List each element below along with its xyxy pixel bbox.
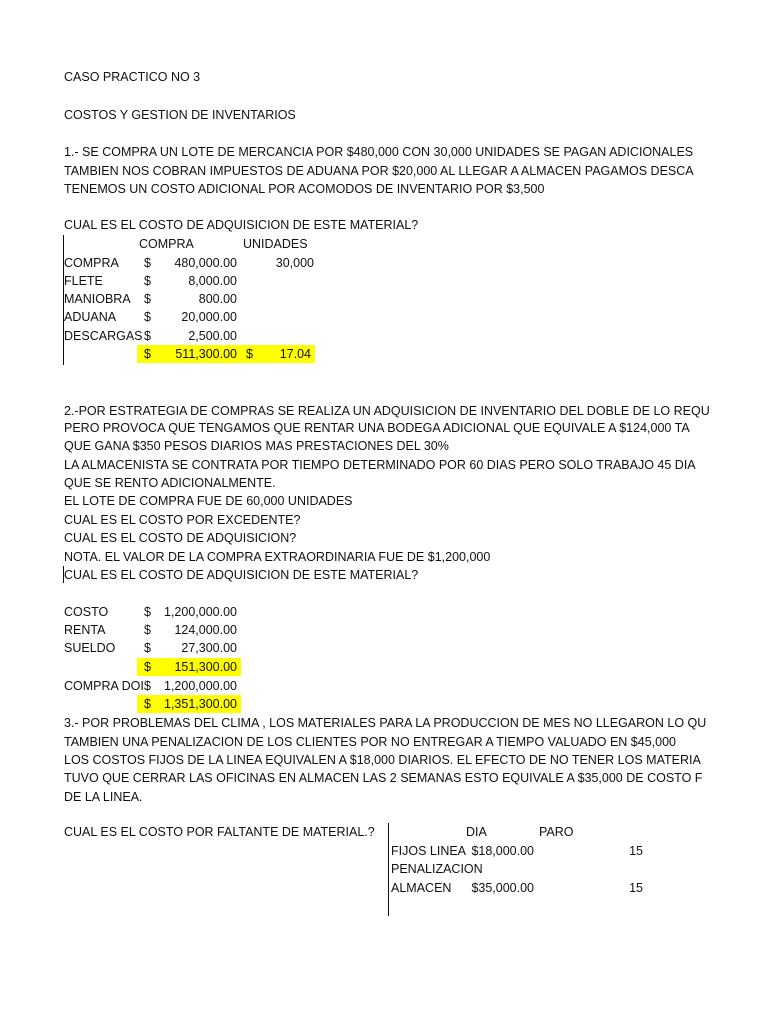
q3-header-dia: DIA <box>466 825 487 839</box>
q3-question: CUAL ES EL COSTO POR FALTANTE DE MATERIAL.? <box>64 825 375 839</box>
q3-line: DE LA LINEA. <box>64 790 143 804</box>
q1-row-label: DESCARGAS <box>64 329 143 343</box>
q3-line: TAMBIEN UNA PENALIZACION DE LOS CLIENTES POR NO ENTREGAR A TIEMPO VALUADO EN $45,000 <box>64 735 676 749</box>
q2-row-label: COSTO <box>64 605 109 619</box>
q2-row-amount: 27,300.00 <box>181 641 237 655</box>
sheet-subtitle: COSTOS Y GESTION DE INVENTARIOS <box>64 108 296 122</box>
q3-row-amount: $35,000.00 <box>471 881 534 895</box>
q2-line: PERO PROVOCA QUE TENGAMOS QUE RENTAR UNA BODEGA ADICIONAL QUE EQUIVALE A $124,000 TA <box>64 421 690 435</box>
q2-question: CUAL ES EL COSTO DE ADQUISICION DE ESTE MATERIAL? <box>64 568 419 582</box>
q3-row-label: PENALIZACION <box>391 862 483 876</box>
q2-compra-doble-currency: $ <box>144 679 151 693</box>
q1-line: TENEMOS UN COSTO ADICIONAL POR ACOMODOS DE INVENTARIO POR $3,500 <box>64 182 545 196</box>
q3-header-paro: PARO <box>539 825 574 839</box>
q1-row-amount: 2,500.00 <box>188 329 237 343</box>
q2-total-currency: $ <box>144 697 151 711</box>
q1-row-currency: $ <box>144 256 151 270</box>
q2-row-amount: 1,200,000.00 <box>164 605 237 619</box>
q1-row-amount: 480,000.00 <box>174 256 237 270</box>
q2-line: LA ALMACENISTA SE CONTRATA POR TIEMPO DETERMINADO POR 60 DIAS PERO SOLO TRABAJO 45 DIA <box>64 458 696 472</box>
q2-border <box>63 566 64 583</box>
q1-line: 1.- SE COMPRA UN LOTE DE MERCANCIA POR $480,000 CON 30,000 UNIDADES SE PAGAN ADICIONALES <box>64 145 694 159</box>
q1-unit-cost-currency: $ <box>246 347 253 361</box>
q1-unit-cost: 17.04 <box>279 347 311 361</box>
q1-row-currency: $ <box>144 329 151 343</box>
q3-row-paro: 15 <box>629 844 643 858</box>
q2-row-currency: $ <box>144 641 151 655</box>
q1-row-amount: 20,000.00 <box>181 310 237 324</box>
q1-row-label: FLETE <box>64 274 103 288</box>
q2-total-amount: 1,351,300.00 <box>164 697 237 711</box>
q1-header-unidades: UNIDADES <box>243 237 308 251</box>
q3-line: TUVO QUE CERRAR LAS OFICINAS EN ALMACEN LAS 2 SEMANAS ESTO EQUIVALE A $35,000 DE COSTO F <box>64 771 703 785</box>
q1-row-label: ADUANA <box>64 310 117 324</box>
q3-row-amount: $18,000.00 <box>471 844 534 858</box>
q1-row-currency: $ <box>144 274 151 288</box>
q2-row-currency: $ <box>144 605 151 619</box>
q1-row-label: MANIOBRA <box>64 292 131 306</box>
q1-row-amount: 800.00 <box>198 292 237 306</box>
q1-header-compra: COMPRA <box>139 237 194 251</box>
q2-compra-doble-label: COMPRA DOI <box>64 679 144 693</box>
q1-row-currency: $ <box>144 292 151 306</box>
q2-line: QUE GANA $350 PESOS DIARIOS MAS PRESTACIONES DEL 30% <box>64 439 449 453</box>
q2-line: 2.-POR ESTRATEGIA DE COMPRAS SE REALIZA UN ADQUISICION DE INVENTARIO DEL DOBLE DE LO REQU <box>64 404 710 418</box>
q3-row-label: ALMACEN <box>391 881 452 895</box>
q2-row-label: SUELDO <box>64 641 116 655</box>
q1-total-currency: $ <box>144 347 151 361</box>
sheet-title: CASO PRACTICO NO 3 <box>64 70 201 84</box>
q2-line: CUAL ES EL COSTO DE ADQUISICION? <box>64 531 297 545</box>
q3-line: LOS COSTOS FIJOS DE LA LINEA EQUIVALEN A $18,000 DIARIOS. EL EFECTO DE NO TENER LOS MATERIA <box>64 753 701 767</box>
q1-row-currency: $ <box>144 310 151 324</box>
q2-line: NOTA. EL VALOR DE LA COMPRA EXTRAORDINARIA FUE DE $1,200,000 <box>64 550 491 564</box>
q2-line: EL LOTE DE COMPRA FUE DE 60,000 UNIDADES <box>64 494 353 508</box>
q1-row-label: COMPRA <box>64 256 119 270</box>
q2-subtotal-currency: $ <box>144 660 151 674</box>
q1-total-amount: 511,300.00 <box>175 347 237 361</box>
q1-row-amount: 8,000.00 <box>188 274 237 288</box>
q3-row-paro: 15 <box>629 881 643 895</box>
q1-question: CUAL ES EL COSTO DE ADQUISICION DE ESTE MATERIAL? <box>64 218 419 232</box>
q2-row-amount: 124,000.00 <box>174 623 237 637</box>
q3-table-border <box>388 823 389 916</box>
q2-subtotal-amount: 151,300.00 <box>174 660 237 674</box>
q1-row-units: 30,000 <box>275 256 314 270</box>
q3-line: 3.- POR PROBLEMAS DEL CLIMA , LOS MATERIALES PARA LA PRODUCCION DE MES NO LLEGARON LO QU <box>64 716 707 730</box>
q3-row-label: FIJOS LINEA <box>391 844 467 858</box>
q2-compra-doble-amount: 1,200,000.00 <box>164 679 237 693</box>
q2-row-currency: $ <box>144 623 151 637</box>
q2-line: QUE SE RENTO ADICIONALMENTE. <box>64 476 276 490</box>
q2-line: CUAL ES EL COSTO POR EXCEDENTE? <box>64 513 301 527</box>
q1-line: TAMBIEN NOS COBRAN IMPUESTOS DE ADUANA POR $20,000 AL LLEGAR A ALMACEN PAGAMOS DESCA <box>64 164 694 178</box>
q2-row-label: RENTA <box>64 623 106 637</box>
